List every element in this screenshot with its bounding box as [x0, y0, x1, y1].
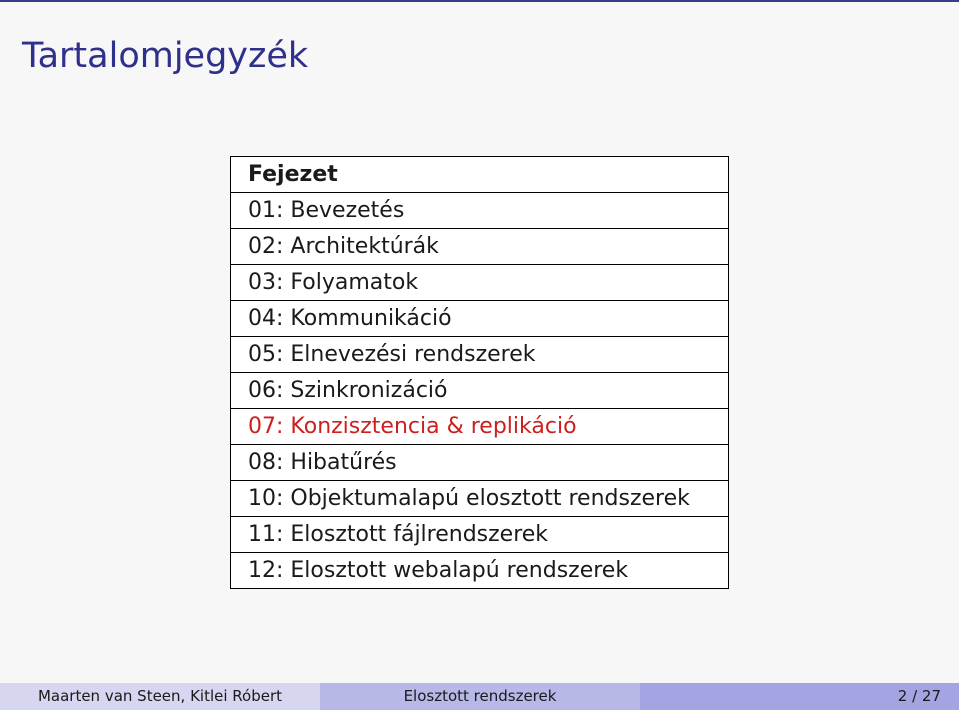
toc-row-label: 06: Szinkronizáció	[231, 373, 729, 409]
toc-row	[231, 517, 729, 553]
toc-row	[231, 229, 729, 265]
footer-page-number: 2 / 27	[640, 683, 959, 710]
toc-row	[231, 265, 729, 301]
toc-row-label-current: 07: Konzisztencia & replikáció	[231, 409, 729, 445]
footer-authors: Maarten van Steen, Kitlei Róbert	[0, 683, 320, 710]
toc-row-label: 02: Architektúrák	[231, 229, 729, 265]
toc-row	[231, 301, 729, 337]
top-rule	[0, 0, 959, 2]
toc-row-label: 12: Elosztott webalapú rendszerek	[231, 553, 729, 589]
toc-header-row	[231, 157, 729, 193]
slide-title: Tartalomjegyzék	[22, 36, 309, 76]
toc-table	[230, 156, 729, 589]
toc-row	[231, 193, 729, 229]
toc-row-label: 03: Folyamatok	[231, 265, 729, 301]
toc-row-label: 01: Bevezetés	[231, 193, 729, 229]
toc-row-label: 05: Elnevezési rendszerek	[231, 337, 729, 373]
toc-row	[231, 337, 729, 373]
toc-row	[231, 373, 729, 409]
footer-course-title: Elosztott rendszerek	[320, 683, 640, 710]
footer-bar	[0, 683, 959, 710]
toc-row	[231, 481, 729, 517]
toc-header-cell: Fejezet	[231, 157, 729, 193]
toc-row-label: 08: Hibatűrés	[231, 445, 729, 481]
toc-row	[231, 445, 729, 481]
toc-row	[231, 553, 729, 589]
toc-row-label: 10: Objektumalapú elosztott rendszerek	[231, 481, 729, 517]
toc-row-current	[231, 409, 729, 445]
toc-row-label: 11: Elosztott fájlrendszerek	[231, 517, 729, 553]
toc-row-label: 04: Kommunikáció	[231, 301, 729, 337]
